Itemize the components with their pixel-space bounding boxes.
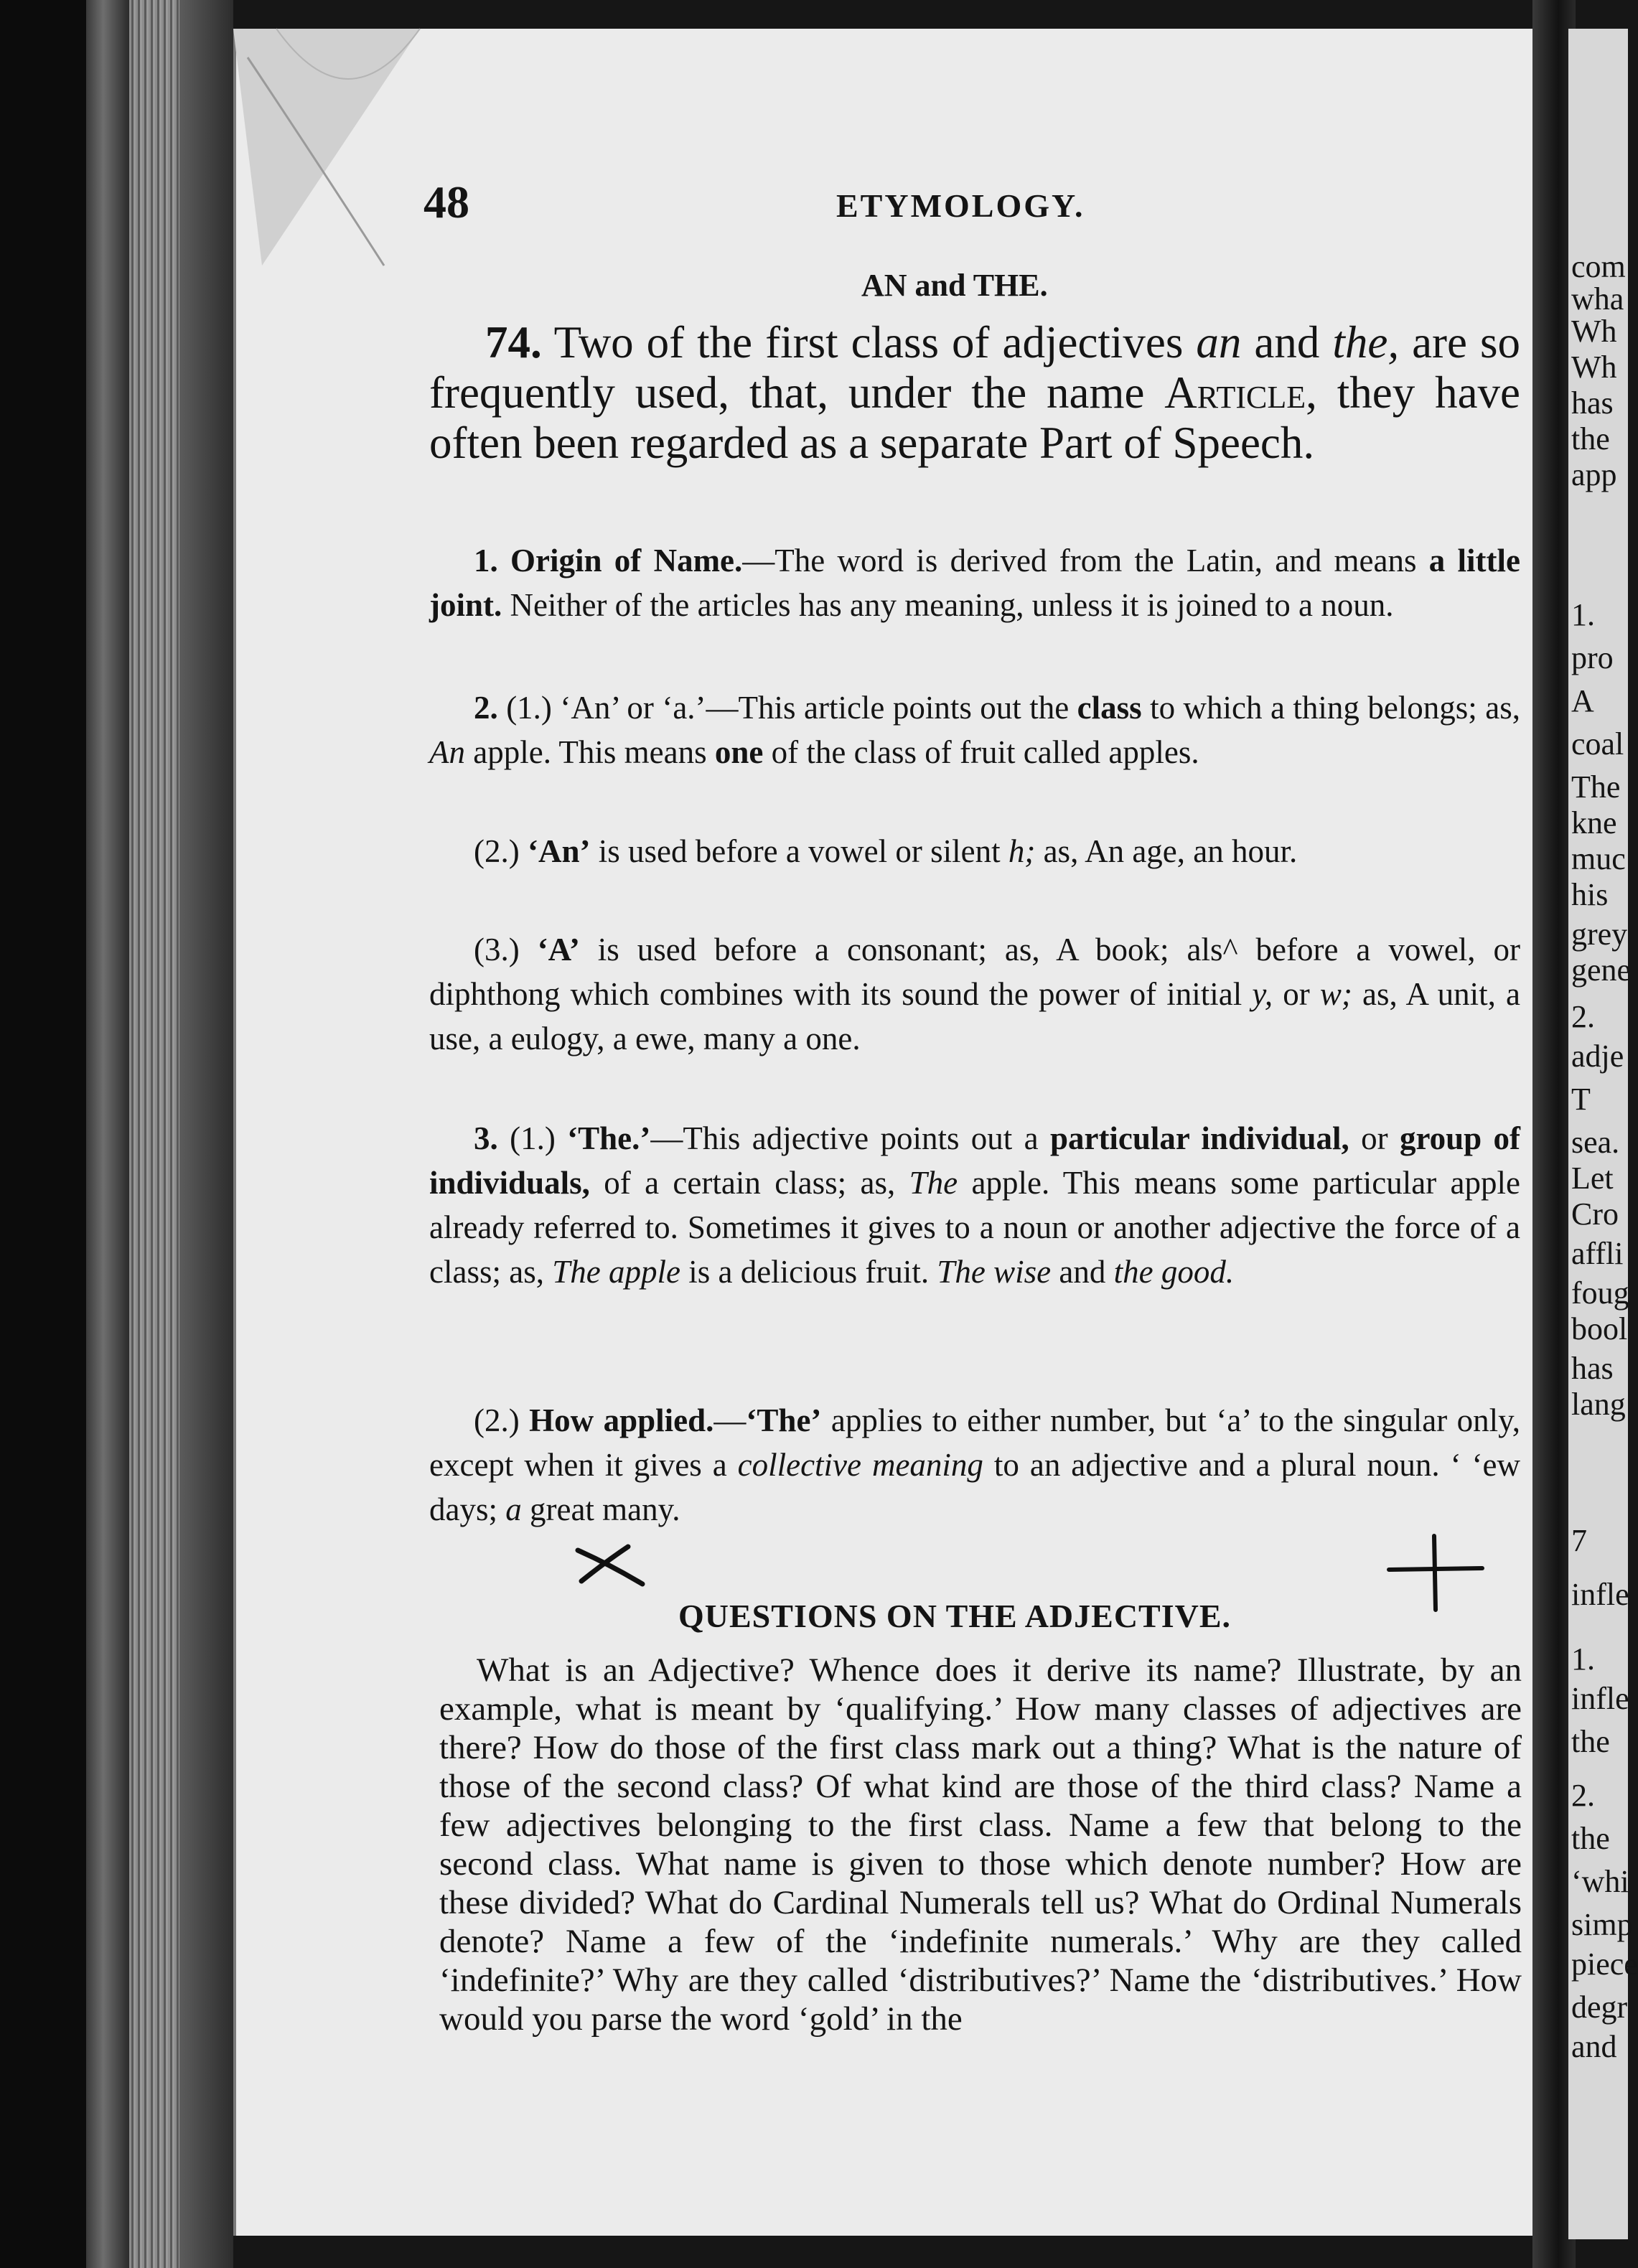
next-page-fragment: The bbox=[1571, 769, 1621, 805]
paragraph-text: (1.) ‘An’ or ‘a.’—This article points out the bbox=[497, 690, 1077, 726]
lead-italic-the: the, bbox=[1332, 317, 1400, 367]
paragraph-text: (1.) bbox=[497, 1120, 568, 1156]
italic-text: collective meaning bbox=[737, 1447, 983, 1483]
next-page-fragment: kne bbox=[1571, 805, 1617, 840]
lead-italic-an: an bbox=[1196, 317, 1242, 367]
paragraph-label: 2. bbox=[474, 690, 498, 726]
paragraph-text: (2.) bbox=[474, 1402, 530, 1438]
next-page-fragment: pro bbox=[1571, 640, 1614, 675]
next-page-fragment: Let bbox=[1571, 1161, 1614, 1196]
page-edge-shadow bbox=[179, 0, 233, 2268]
next-page-fragment: A bbox=[1571, 683, 1594, 718]
paragraph-text: —This adjective points out a bbox=[650, 1120, 1050, 1156]
bold-text: ‘The’ bbox=[746, 1402, 822, 1438]
paragraph-text: apple. This means bbox=[465, 734, 715, 770]
next-page-fragment: the bbox=[1571, 1724, 1610, 1759]
next-page-fragment: muc bbox=[1571, 841, 1626, 876]
paragraph-text: (3.) bbox=[474, 932, 538, 967]
running-head: ETYMOLOGY. bbox=[836, 187, 1085, 224]
lead-text: and bbox=[1241, 317, 1333, 367]
the-paragraph bbox=[429, 1116, 1520, 1294]
italic-text: w; bbox=[1319, 976, 1352, 1012]
next-page-fragment: ‘whi bbox=[1571, 1864, 1629, 1899]
paragraph-text: and bbox=[1051, 1254, 1114, 1290]
a-usage-paragraph bbox=[429, 927, 1520, 1061]
next-page-fragment: and bbox=[1571, 2029, 1617, 2064]
next-page-fragment: Cro bbox=[1571, 1196, 1619, 1232]
book-spine bbox=[86, 0, 129, 2268]
origin-of-name-paragraph bbox=[429, 538, 1520, 627]
bold-text: ‘The.’ bbox=[567, 1120, 651, 1156]
binding-shadow bbox=[0, 0, 86, 2268]
next-page-fragment: 7 bbox=[1571, 1523, 1587, 1558]
folded-corner-icon bbox=[233, 29, 420, 266]
paragraph-text: great many. bbox=[521, 1491, 680, 1527]
italic-text: The apple bbox=[552, 1254, 680, 1290]
an-usage-paragraph bbox=[429, 829, 1520, 873]
paragraph-text: as, An age, an hour. bbox=[1035, 833, 1298, 869]
paragraph-text: to which a thing belongs; as, bbox=[1141, 690, 1520, 726]
paragraph-text: or bbox=[1273, 976, 1320, 1012]
plus-mark-icon bbox=[1385, 1532, 1486, 1611]
italic-text: a bbox=[505, 1491, 522, 1527]
next-page-fragment: foug bbox=[1571, 1275, 1629, 1311]
next-page-fragment: Wh bbox=[1571, 350, 1617, 385]
next-page-fragment: 1. bbox=[1571, 1641, 1595, 1677]
paragraph-text: is used before a vowel or silent bbox=[590, 833, 1008, 869]
next-page-fragment: Wh bbox=[1571, 314, 1617, 349]
bold-text: particular individual, bbox=[1049, 1120, 1349, 1156]
bold-text: a little joint. bbox=[429, 543, 1520, 623]
paragraph-text: of a certain class; as, bbox=[589, 1165, 909, 1201]
paragraph-text: —The word is derived from the Latin, and means bbox=[742, 543, 1429, 578]
next-page-fragment: infle bbox=[1571, 1681, 1629, 1716]
paragraph-text: is a delicious fruit. bbox=[680, 1254, 937, 1290]
next-page-sliver bbox=[1568, 29, 1638, 2239]
bold-text: ‘A’ bbox=[537, 932, 580, 967]
italic-text: An bbox=[429, 734, 465, 770]
next-page-fragment: lang bbox=[1571, 1387, 1626, 1422]
an-or-a-paragraph bbox=[429, 685, 1520, 774]
next-page-fragment: 2. bbox=[1571, 1778, 1595, 1813]
next-page-fragment: wha bbox=[1571, 281, 1624, 317]
bold-text: class bbox=[1077, 690, 1142, 726]
next-page-fragment: 2. bbox=[1571, 999, 1595, 1034]
how-applied-paragraph bbox=[429, 1398, 1520, 1532]
next-page-fragment: bool bbox=[1571, 1311, 1628, 1346]
paragraph-text: applies to either number, but ‘a’ to the singular only, except when it gives a bbox=[429, 1402, 1520, 1483]
next-page-fragment: affli bbox=[1571, 1236, 1624, 1271]
paragraph-text: is used before a consonant; as, A book; als^ before a vowel, or diphthong which combines with its sound the power of initial bbox=[429, 932, 1520, 1012]
next-page-fragment: coal bbox=[1571, 726, 1624, 762]
italic-text: y, bbox=[1252, 976, 1273, 1012]
lead-text: , they have often been regarded as a separate Part of Speech. bbox=[429, 367, 1520, 468]
paragraph-text: (2.) bbox=[474, 833, 528, 869]
bold-text: group of individuals, bbox=[429, 1120, 1520, 1201]
questions-paragraph: What is an Adjective? Whence does it derive its name? Illustrate, by an example, what is meant by ‘qualifying.’ How many classes of adjectives are there? How do those of the first class mark out a thing? What is the nature of those of the second class? Of what kind are those of the third class? Name a few adjectives belonging to the first class. Name a few that belong to the second class. What name is given to those which denote number? How are these divided? What do Cardinal Numerals tell us? What do Ordinal Numerals denote? Name a few of the ‘indefinite numerals.’ Why are they called ‘indefinite?’ Why are they called ‘distributives?’ Name the ‘distributives.’ How would you parse the word ‘gold’ in the bbox=[439, 1651, 1522, 2038]
next-page-fragment: app bbox=[1571, 457, 1617, 492]
next-page-fragment: the bbox=[1571, 421, 1610, 456]
lead-small-caps-article: Article bbox=[1164, 367, 1306, 418]
paragraph-text: of the class of fruit called apples. bbox=[763, 734, 1199, 770]
italic-text: The wise bbox=[937, 1254, 1052, 1290]
next-page-fragment: the bbox=[1571, 1821, 1610, 1856]
paragraph-text: — bbox=[713, 1402, 747, 1438]
questions-heading: QUESTIONS ON THE ADJECTIVE. bbox=[678, 1598, 1232, 1634]
next-page-fragment: his bbox=[1571, 877, 1609, 912]
section-title: AN and THE. bbox=[861, 268, 1048, 303]
section-74-paragraph bbox=[429, 317, 1520, 468]
bold-text: ‘An’ bbox=[527, 833, 591, 869]
paragraph-text: as, A unit, a use, a eulogy, a ewe, many a one. bbox=[429, 976, 1520, 1056]
italic-text: the good. bbox=[1113, 1254, 1235, 1290]
next-page-fragment: adje bbox=[1571, 1039, 1624, 1074]
paragraph-text: apple. This means some particular apple already referred to. Sometimes it gives to a noun or another adjective the force of a class; as, bbox=[429, 1165, 1520, 1290]
paragraph-text: Neither of the articles has any meaning, unless it is joined to a noun. bbox=[502, 587, 1394, 623]
paragraph-label: 1. Origin of Name. bbox=[474, 543, 743, 578]
next-page-fragment: degr bbox=[1571, 1990, 1628, 2025]
bold-text: one bbox=[714, 734, 764, 770]
lead-text: are so frequently used, that, under the name bbox=[429, 317, 1520, 418]
next-page-fragment: infle bbox=[1571, 1577, 1629, 1612]
paragraph-text: or bbox=[1349, 1120, 1400, 1156]
cross-mark-icon bbox=[574, 1540, 646, 1590]
next-page-fragment: has bbox=[1571, 385, 1614, 421]
next-page-fragment: grey bbox=[1571, 917, 1628, 952]
next-page-fragment: T bbox=[1571, 1082, 1591, 1117]
lead-text: Two of the first class of adjectives bbox=[541, 317, 1197, 367]
next-page-fragment: piece bbox=[1571, 1946, 1638, 1982]
page-edges bbox=[129, 0, 179, 2268]
next-page-fragment: com bbox=[1571, 249, 1626, 284]
italic-text: The bbox=[909, 1165, 958, 1201]
next-page-fragment: has bbox=[1571, 1351, 1614, 1386]
page-number: 48 bbox=[423, 177, 469, 228]
next-page-fragment: simp bbox=[1571, 1907, 1633, 1942]
next-page-fragment: gene bbox=[1571, 952, 1632, 988]
italic-text: h; bbox=[1008, 833, 1036, 869]
next-page-fragment: sea. bbox=[1571, 1125, 1620, 1160]
paragraph-label: 3. bbox=[474, 1120, 498, 1156]
bold-text: How applied. bbox=[529, 1402, 714, 1438]
paragraph-text: to an adjective and a plural noun. ‘ ‘ew days; bbox=[429, 1447, 1520, 1527]
next-page-fragment: 1. bbox=[1571, 597, 1595, 632]
section-number: 74. bbox=[485, 317, 542, 367]
